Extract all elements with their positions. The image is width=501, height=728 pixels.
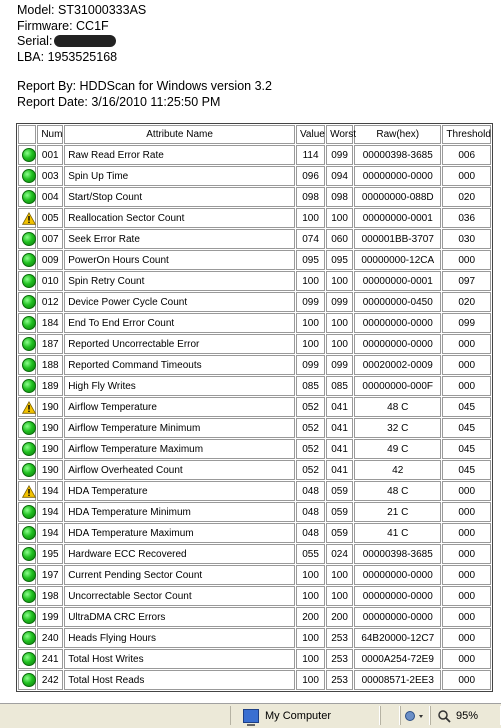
cell-status [18,649,36,669]
cell-status [18,229,36,249]
cell-threshold: 006 [442,145,491,165]
cell-raw-hex: 42 [354,460,441,480]
cell-worst: 059 [326,481,353,501]
cell-threshold: 099 [442,313,491,333]
status-ok-icon [22,652,36,666]
cell-value: 095 [296,250,325,270]
table-row [18,628,491,648]
cell-value: 100 [296,208,325,228]
status-ok-icon [22,169,36,183]
cell-worst: 100 [326,586,353,606]
cell-raw-hex: 00000000-0000 [354,565,441,585]
settings-dropdown-icon [404,709,426,723]
smart-attributes-table [16,123,493,692]
cell-num: 012 [37,292,63,312]
cell-num: 190 [37,418,63,438]
cell-raw-hex: 00000000-000F [354,376,441,396]
cell-status [18,250,36,270]
cell-worst: 253 [326,628,353,648]
cell-value: 100 [296,670,325,690]
cell-num: 184 [37,313,63,333]
cell-attribute-name: End To End Error Count [64,313,295,333]
table-row [18,607,491,627]
cell-num: 189 [37,376,63,396]
my-computer-icon [243,709,259,723]
table-header-row [18,125,491,144]
status-ok-icon [22,589,36,603]
cell-num: 190 [37,397,63,417]
firmware-line: Firmware: CC1F [17,18,109,33]
status-ok-icon [22,526,36,540]
table-row [18,502,491,522]
status-ok-icon [22,148,36,162]
cell-value: 085 [296,376,325,396]
cell-worst: 024 [326,544,353,564]
cell-num: 003 [37,166,63,186]
cell-attribute-name: Airflow Temperature [64,397,295,417]
cell-threshold: 000 [442,544,491,564]
cell-attribute-name: HDA Temperature Maximum [64,523,295,543]
col-worst: Worst [326,125,353,144]
table-row [18,418,491,438]
status-ok-icon [22,190,36,204]
status-ok-icon [22,358,36,372]
cell-value: 052 [296,439,325,459]
cell-value: 052 [296,460,325,480]
cell-status [18,376,36,396]
cell-raw-hex: 48 C [354,397,441,417]
cell-worst: 059 [326,523,353,543]
cell-worst: 041 [326,397,353,417]
status-ok-icon [22,610,36,624]
table-row [18,313,491,333]
cell-raw-hex: 00000000-0000 [354,586,441,606]
col-threshold: Threshold [442,125,491,144]
cell-attribute-name: Airflow Overheated Count [64,460,295,480]
cell-threshold: 000 [442,649,491,669]
col-raw-hex: Raw(hex) [354,125,441,144]
protected-mode-panel[interactable] [400,706,430,725]
cell-num: 194 [37,502,63,522]
cell-worst: 200 [326,607,353,627]
cell-attribute-name: Spin Retry Count [64,271,295,291]
cell-value: 052 [296,397,325,417]
cell-raw-hex: 48 C [354,481,441,501]
cell-status [18,544,36,564]
cell-num: 199 [37,607,63,627]
status-ok-icon [22,253,36,267]
cell-status [18,166,36,186]
status-ok-icon [22,295,36,309]
cell-status [18,586,36,606]
cell-attribute-name: HDA Temperature [64,481,295,501]
status-ok-icon [22,568,36,582]
table-row [18,292,491,312]
cell-raw-hex: 0000A254-72E9 [354,649,441,669]
cell-status [18,460,36,480]
cell-value: 200 [296,607,325,627]
cell-num: 007 [37,229,63,249]
cell-num: 005 [37,208,63,228]
cell-raw-hex: 00000398-3685 [354,145,441,165]
cell-raw-hex: 00000000-0000 [354,607,441,627]
cell-raw-hex: 00000398-3685 [354,544,441,564]
cell-threshold: 000 [442,376,491,396]
cell-threshold: 000 [442,586,491,606]
cell-status [18,334,36,354]
cell-num: 010 [37,271,63,291]
report-info [17,79,272,110]
cell-value: 052 [296,418,325,438]
cell-value: 100 [296,565,325,585]
status-ok-icon [22,232,36,246]
zoom-level: 95% [456,709,479,722]
table-row [18,229,491,249]
cell-value: 100 [296,271,325,291]
cell-attribute-name: Device Power Cycle Count [64,292,295,312]
table-row [18,649,491,669]
status-ok-icon [22,337,36,351]
table-row [18,523,491,543]
cell-threshold: 000 [442,523,491,543]
cell-status [18,502,36,522]
cell-raw-hex: 41 C [354,523,441,543]
table-row [18,439,491,459]
table-row [18,481,491,501]
status-ok-icon [22,316,36,330]
cell-threshold: 020 [442,292,491,312]
security-zone[interactable] [230,706,380,725]
cell-threshold: 000 [442,334,491,354]
status-ok-icon [22,673,36,687]
cell-threshold: 000 [442,628,491,648]
warning-icon [22,212,36,225]
cell-value: 114 [296,145,325,165]
status-bar [0,703,501,728]
report-by: Report By: HDDScan for Windows version 3.2 [17,79,272,93]
cell-num: 198 [37,586,63,606]
cell-status [18,355,36,375]
status-ok-icon [22,421,36,435]
warning-icon [22,485,36,498]
cell-num: 240 [37,628,63,648]
zoom-control[interactable] [430,706,501,725]
table-row [18,460,491,480]
cell-threshold: 000 [442,670,491,690]
cell-num: 242 [37,670,63,690]
cell-threshold: 000 [442,607,491,627]
table-row [18,208,491,228]
table-row [18,250,491,270]
lba-line: LBA: 1953525168 [17,49,118,64]
cell-attribute-name: Total Host Reads [64,670,295,690]
cell-attribute-name: Hardware ECC Recovered [64,544,295,564]
cell-value: 100 [296,313,325,333]
cell-status [18,145,36,165]
cell-raw-hex: 00000000-0001 [354,271,441,291]
table-row [18,670,491,690]
cell-attribute-name: Airflow Temperature Minimum [64,418,295,438]
cell-num: 004 [37,187,63,207]
cell-value: 100 [296,334,325,354]
cell-attribute-name: Heads Flying Hours [64,628,295,648]
cell-worst: 100 [326,565,353,585]
cell-raw-hex: 00000000-0000 [354,166,441,186]
cell-raw-hex: 00000000-12CA [354,250,441,270]
cell-num: 197 [37,565,63,585]
cell-status [18,313,36,333]
cell-raw-hex: 49 C [354,439,441,459]
cell-threshold: 000 [442,250,491,270]
table-row [18,355,491,375]
cell-raw-hex: 00000000-088D [354,187,441,207]
cell-worst: 041 [326,439,353,459]
cell-status [18,208,36,228]
col-num: Num [37,125,63,144]
cell-status [18,397,36,417]
table-row [18,334,491,354]
table-row [18,544,491,564]
cell-attribute-name: Uncorrectable Sector Count [64,586,295,606]
cell-threshold: 000 [442,166,491,186]
cell-attribute-name: Total Host Writes [64,649,295,669]
cell-status [18,292,36,312]
status-ok-icon [22,379,36,393]
status-ok-icon [22,463,36,477]
cell-status [18,481,36,501]
zone-label: My Computer [265,709,332,722]
col-status [18,125,36,144]
table-row [18,145,491,165]
cell-value: 100 [296,586,325,606]
table-row [18,586,491,606]
cell-threshold: 030 [442,229,491,249]
table-row [18,271,491,291]
cell-num: 188 [37,355,63,375]
cell-attribute-name: Raw Read Error Rate [64,145,295,165]
cell-status [18,271,36,291]
cell-threshold: 036 [442,208,491,228]
cell-value: 048 [296,523,325,543]
cell-status [18,439,36,459]
status-ok-icon [22,631,36,645]
status-ok-icon [22,505,36,519]
cell-num: 187 [37,334,63,354]
cell-threshold: 000 [442,481,491,501]
cell-status [18,565,36,585]
serial-label: Serial: [17,34,53,48]
cell-value: 100 [296,628,325,648]
report-date: Report Date: 3/16/2010 11:25:50 PM [17,94,221,109]
table-row [18,397,491,417]
cell-worst: 059 [326,502,353,522]
status-ok-icon [22,547,36,561]
cell-worst: 041 [326,460,353,480]
cell-worst: 094 [326,166,353,186]
cell-num: 241 [37,649,63,669]
cell-value: 055 [296,544,325,564]
cell-num: 195 [37,544,63,564]
cell-worst: 099 [326,145,353,165]
col-attribute-name: Attribute Name [64,125,295,144]
cell-worst: 253 [326,670,353,690]
cell-raw-hex: 00000000-0000 [354,334,441,354]
cell-worst: 095 [326,250,353,270]
cell-threshold: 045 [442,397,491,417]
cell-value: 048 [296,502,325,522]
cell-value: 074 [296,229,325,249]
cell-attribute-name: Spin Up Time [64,166,295,186]
cell-value: 099 [296,355,325,375]
cell-worst: 100 [326,313,353,333]
cell-attribute-name: Airflow Temperature Maximum [64,439,295,459]
cell-threshold: 097 [442,271,491,291]
cell-threshold: 000 [442,355,491,375]
redacted-serial [54,35,116,47]
cell-num: 190 [37,439,63,459]
cell-worst: 099 [326,292,353,312]
drive-info [17,3,146,65]
table-row [18,166,491,186]
col-value: Value [296,125,325,144]
cell-value: 098 [296,187,325,207]
cell-status [18,523,36,543]
cell-threshold: 000 [442,502,491,522]
cell-threshold: 045 [442,418,491,438]
cell-status [18,628,36,648]
cell-attribute-name: HDA Temperature Minimum [64,502,295,522]
cell-status [18,418,36,438]
cell-status [18,187,36,207]
cell-raw-hex: 00008571-2EE3 [354,670,441,690]
cell-threshold: 000 [442,565,491,585]
table-row [18,565,491,585]
cell-attribute-name: Reported Uncorrectable Error [64,334,295,354]
status-panel [380,706,400,725]
cell-attribute-name: Current Pending Sector Count [64,565,295,585]
table-row [18,187,491,207]
cell-num: 009 [37,250,63,270]
cell-worst: 098 [326,187,353,207]
cell-worst: 100 [326,271,353,291]
cell-attribute-name: High Fly Writes [64,376,295,396]
cell-attribute-name: Seek Error Rate [64,229,295,249]
cell-value: 048 [296,481,325,501]
model-line: Model: ST31000333AS [17,3,147,17]
table-body [18,145,491,690]
cell-raw-hex: 21 C [354,502,441,522]
status-ok-icon [22,274,36,288]
table-row [18,376,491,396]
cell-raw-hex: 000001BB-3707 [354,229,441,249]
cell-value: 100 [296,649,325,669]
cell-threshold: 020 [442,187,491,207]
cell-worst: 100 [326,334,353,354]
cell-attribute-name: Reallocation Sector Count [64,208,295,228]
cell-raw-hex: 00000000-0000 [354,313,441,333]
magnifier-icon [437,709,451,723]
cell-num: 194 [37,481,63,501]
cell-attribute-name: UltraDMA CRC Errors [64,607,295,627]
cell-worst: 041 [326,418,353,438]
cell-value: 096 [296,166,325,186]
warning-icon [22,401,36,414]
cell-threshold: 045 [442,460,491,480]
cell-worst: 100 [326,208,353,228]
serial-line [17,34,146,50]
cell-raw-hex: 00000000-0001 [354,208,441,228]
cell-raw-hex: 00000000-0450 [354,292,441,312]
cell-num: 190 [37,460,63,480]
cell-attribute-name: Reported Command Timeouts [64,355,295,375]
cell-worst: 085 [326,376,353,396]
cell-num: 001 [37,145,63,165]
cell-worst: 253 [326,649,353,669]
cell-worst: 060 [326,229,353,249]
cell-raw-hex: 00020002-0009 [354,355,441,375]
status-ok-icon [22,442,36,456]
cell-raw-hex: 32 C [354,418,441,438]
cell-threshold: 045 [442,439,491,459]
cell-attribute-name: PowerOn Hours Count [64,250,295,270]
cell-attribute-name: Start/Stop Count [64,187,295,207]
cell-raw-hex: 64B20000-12C7 [354,628,441,648]
cell-status [18,670,36,690]
cell-value: 099 [296,292,325,312]
cell-worst: 099 [326,355,353,375]
cell-status [18,607,36,627]
cell-num: 194 [37,523,63,543]
